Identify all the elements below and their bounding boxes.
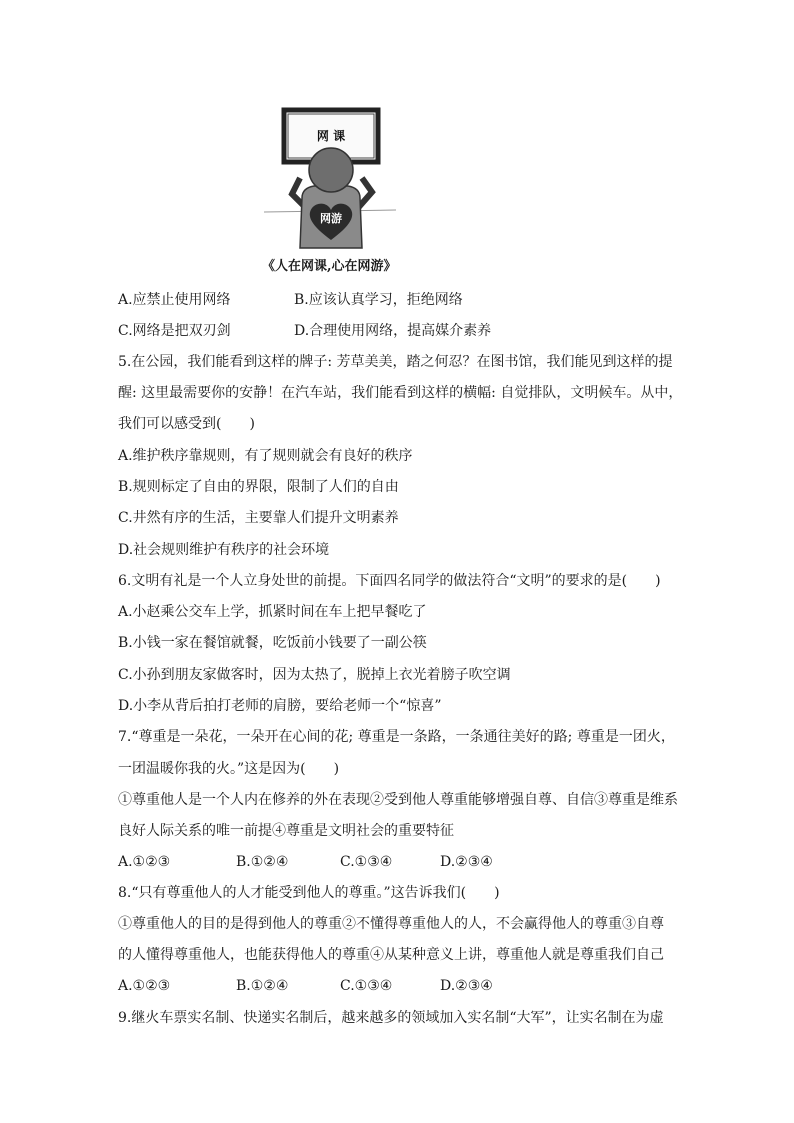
figure-caption: 《人在网课,心在网游》 xyxy=(262,259,397,274)
shirt-text: 网游 xyxy=(320,212,342,225)
q8-stem-line-1: 8.“只有尊重他人的人才能受到他人的尊重。”这告诉我们( ) xyxy=(118,885,500,901)
q5-option-a: A.维护秩序靠规则，有了规则就会有良好的秩序 xyxy=(118,448,413,464)
person-head xyxy=(309,148,353,192)
q5-stem-line-1: 5.在公园，我们能看到这样的牌子: 芳草美美，踏之何忍？在图书馆，我们能见到这样的提 xyxy=(118,354,673,370)
q7-option-b: B.①②④ xyxy=(236,854,289,870)
q6-option-b: B.小钱一家在餐馆就餐，吃饭前小钱要了一副公筷 xyxy=(118,635,427,651)
q8-option-c: C.①③④ xyxy=(340,978,393,994)
q8-items-line-2: 的人懂得尊重他人，也能获得他人的尊重④从某种意义上讲，尊重他人就是尊重我们自己 xyxy=(118,947,664,963)
q7-stem-line-1: 7.“尊重是一朵花，一朵开在心间的花; 尊重是一条路，一条通往美好的路; 尊重是一团火， xyxy=(118,729,675,745)
q7-items-line-1: ①尊重他人是一个人内在修养的外在表现②受到他人尊重能够增强自尊、自信③尊重是维系 xyxy=(118,792,678,808)
q7-option-a: A.①②③ xyxy=(118,854,171,870)
q6-option-d: D.小李从背后拍打老师的肩膀，要给老师一个“惊喜” xyxy=(118,698,442,714)
q5-stem-line-2: 醒: 这里最需要你的安静！在汽车站，我们能看到这样的横幅: 自觉排队，文明候车。从中， xyxy=(118,385,683,401)
q4-option-d: D.合理使用网络，提高媒介素养 xyxy=(294,323,492,339)
q7-option-d: D.②③④ xyxy=(440,854,493,870)
q7-option-c: C.①③④ xyxy=(340,854,393,870)
q9-stem-line-1: 9.继火车票实名制、快递实名制后，越来越多的领域加入实名制“大军”，让实名制在为虚 xyxy=(118,1010,664,1026)
q5-stem-line-3: 我们可以感受到( ) xyxy=(118,416,255,432)
q8-option-d: D.②③④ xyxy=(440,978,493,994)
q8-items-line-1: ①尊重他人的目的是得到他人的尊重②不懂得尊重他人的人，不会赢得他人的尊重③自尊 xyxy=(118,916,664,932)
q6-option-a: A.小赵乘公交车上学，抓紧时间在车上把早餐吃了 xyxy=(118,604,427,620)
q6-stem-line-1: 6.文明有礼是一个人立身处世的前提。下面四名同学的做法符合“文明”的要求的是( ) xyxy=(118,573,661,589)
screen-text: 网 课 xyxy=(316,129,346,143)
q7-stem-line-2: 一团温暖你我的火。”这是因为( ) xyxy=(118,761,340,777)
q5-option-d: D.社会规则维护有秩序的社会环境 xyxy=(118,542,330,558)
q7-items-line-2: 良好人际关系的唯一前提④尊重是文明社会的重要特征 xyxy=(118,823,454,839)
q6-option-c: C.小孙到朋友家做客时，因为太热了，脱掉上衣光着膀子吹空调 xyxy=(118,667,511,683)
q5-option-b: B.规则标定了自由的界限，限制了人们的自由 xyxy=(118,479,399,495)
q8-option-b: B.①②④ xyxy=(236,978,289,994)
q5-option-c: C.井然有序的生活，主要靠人们提升文明素养 xyxy=(118,510,399,526)
online-class-illustration xyxy=(262,102,398,250)
q4-option-a: A.应禁止使用网络 xyxy=(118,292,231,308)
q4-option-b: B.应该认真学习，拒绝网络 xyxy=(294,292,463,308)
q8-option-a: A.①②③ xyxy=(118,978,171,994)
q4-option-c: C.网络是把双刃剑 xyxy=(118,323,231,339)
